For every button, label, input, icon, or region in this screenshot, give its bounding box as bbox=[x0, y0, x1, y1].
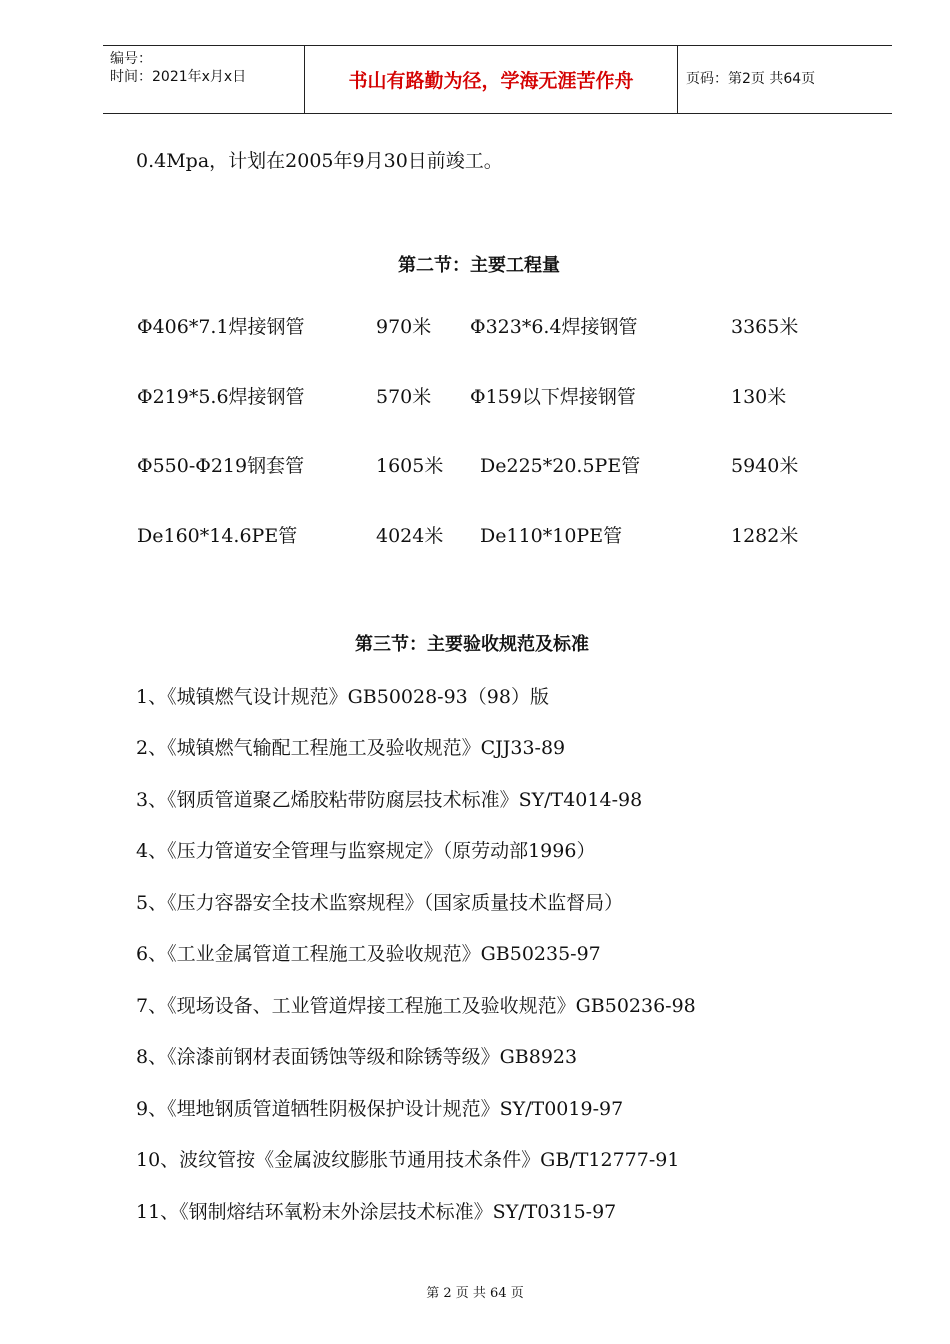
item-name: Φ159以下焊接钢管 bbox=[470, 386, 636, 408]
list-item: 1、《城镇燃气设计规范》GB50028-93（98）版 bbox=[136, 686, 549, 708]
item-quantity: 3365米 bbox=[731, 316, 799, 338]
list-item: 8、《涂漆前钢材表面锈蚀等级和除锈等级》GB8923 bbox=[136, 1046, 578, 1068]
page-label: 页码：第2页 共64页 bbox=[686, 71, 816, 87]
section3-title: 第三节：主要验收规范及标准 bbox=[355, 634, 589, 655]
item-name: Φ219*5.6焊接钢管 bbox=[137, 386, 305, 408]
header-divider-right bbox=[677, 46, 678, 114]
item-quantity: 1605米 bbox=[376, 455, 444, 477]
item-name: Φ323*6.4焊接钢管 bbox=[470, 316, 638, 338]
header-slogan: 书山有路勤为径，学海无涯苦作舟 bbox=[348, 70, 634, 92]
list-item: 7、《现场设备、工业管道焊接工程施工及验收规范》GB50236-98 bbox=[136, 995, 696, 1017]
header-bottom-rule bbox=[103, 113, 892, 114]
section2-title: 第二节：主要工程量 bbox=[398, 255, 560, 276]
intro-line: 0.4Mpa，计划在2005年9月30日前竣工。 bbox=[136, 150, 503, 172]
item-quantity: 5940米 bbox=[731, 455, 799, 477]
list-item: 6、《工业金属管道工程施工及验收规范》GB50235-97 bbox=[136, 943, 601, 965]
item-quantity: 570米 bbox=[376, 386, 432, 408]
list-item: 5、《压力容器安全技术监察规程》（国家质量技术监督局） bbox=[136, 892, 624, 914]
item-name: De160*14.6PE管 bbox=[137, 525, 298, 547]
list-item: 2、《城镇燃气输配工程施工及验收规范》CJJ33-89 bbox=[136, 737, 566, 759]
item-quantity: 4024米 bbox=[376, 525, 444, 547]
item-quantity: 1282米 bbox=[731, 525, 799, 547]
item-name: De225*20.5PE管 bbox=[480, 455, 641, 477]
header-top-rule bbox=[103, 45, 892, 46]
list-item: 3、《钢质管道聚乙烯胶粘带防腐层技术标准》SY/T4014-98 bbox=[136, 789, 643, 811]
time-label: 时间：2021年x月x日 bbox=[110, 69, 247, 85]
item-name: Φ406*7.1焊接钢管 bbox=[137, 316, 305, 338]
list-item: 4、《压力管道安全管理与监察规定》（原劳动部1996） bbox=[136, 840, 596, 862]
serial-label: 编号： bbox=[110, 51, 152, 67]
item-quantity: 970米 bbox=[376, 316, 432, 338]
item-name: Φ550-Φ219钢套管 bbox=[137, 455, 305, 477]
list-item: 10、波纹管按《金属波纹膨胀节通用技术条件》GB/T12777-91 bbox=[136, 1149, 680, 1171]
page-footer: 第 2 页 共 64 页 bbox=[426, 1286, 524, 1301]
list-item: 11、《钢制熔结环氧粉末外涂层技术标准》SY/T0315-97 bbox=[136, 1201, 617, 1223]
list-item: 9、《埋地钢质管道牺牲阴极保护设计规范》SY/T0019-97 bbox=[136, 1098, 624, 1120]
item-quantity: 130米 bbox=[731, 386, 787, 408]
header-divider-left bbox=[304, 46, 305, 114]
item-name: De110*10PE管 bbox=[480, 525, 623, 547]
